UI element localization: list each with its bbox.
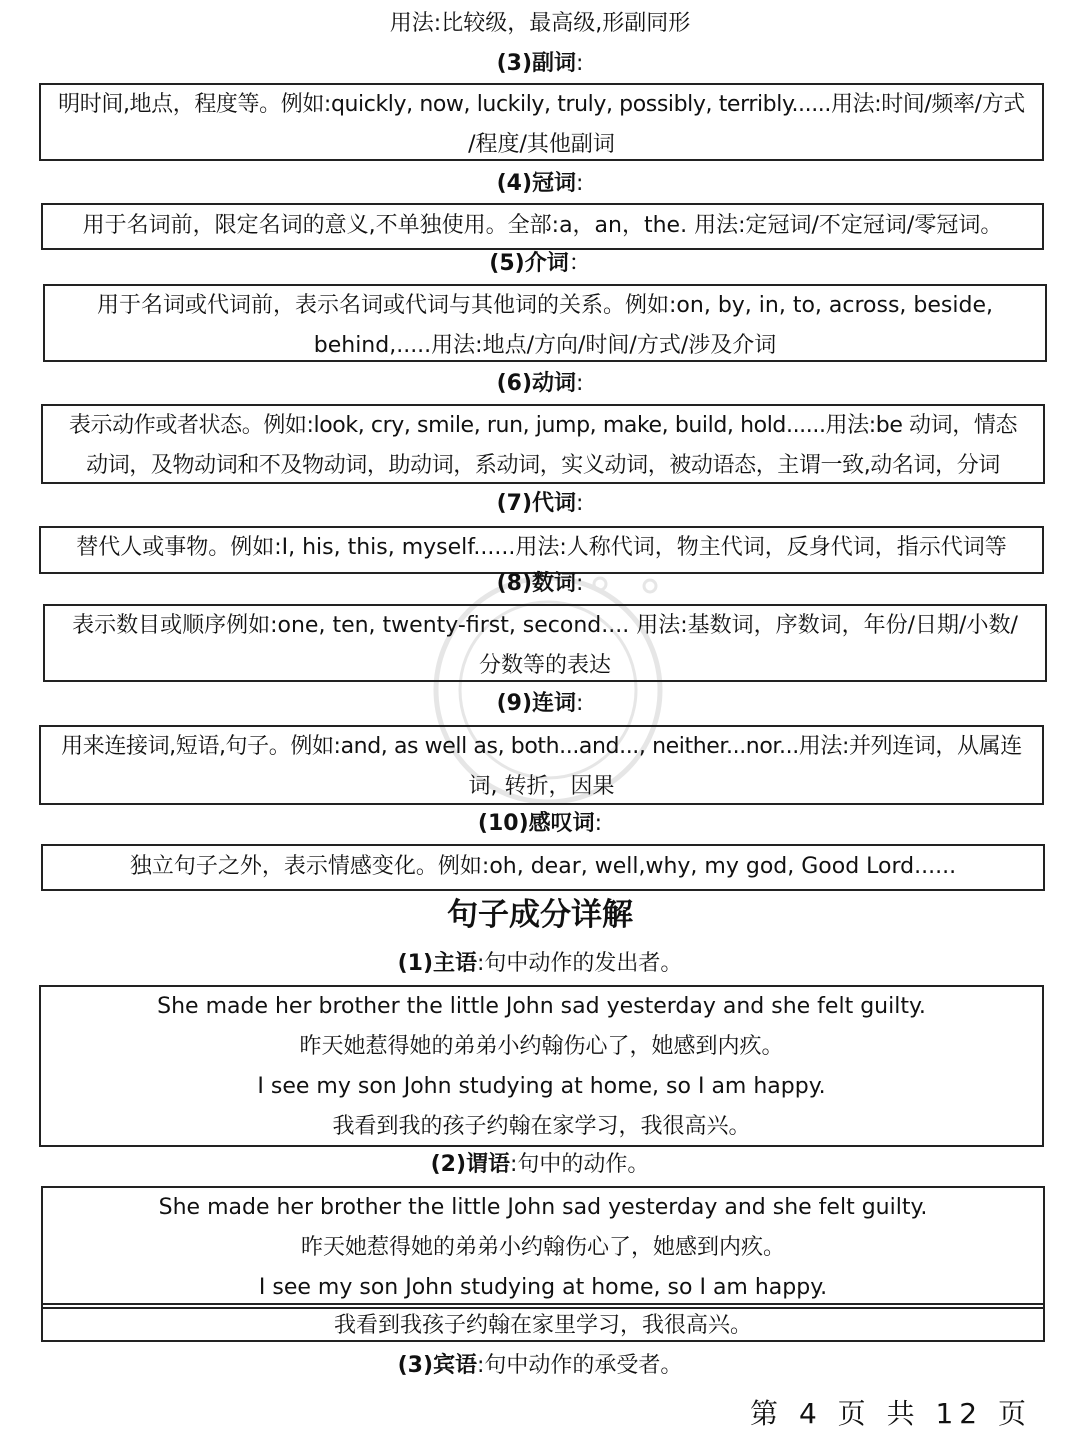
usage-line: 用法:比较级，最高级,形副同形	[389, 11, 691, 36]
page-number: 第 4 页 共 12 页	[750, 1397, 1032, 1430]
numeral-line-1: 表示数目或顺序例如:one, ten, twenty-first, second.... 用法:基数词，序数词，年份/日期/小数/	[72, 613, 1018, 638]
verb-box	[41, 404, 1045, 484]
heading-desc: :句中动作的承受者。	[477, 1353, 683, 1378]
heading-suffix: :	[594, 811, 603, 836]
heading-article	[0, 164, 1080, 204]
adverb-line-1: 明时间,地点，程度等。例如:quickly, now, luckily, truly, possibly, terribly......用法:时间/频率/方式	[58, 92, 1025, 117]
heading-suffix: :	[576, 691, 584, 716]
subject-example-box	[39, 985, 1044, 1147]
subject-example-line-3: I see my son John studying at home, so I am happy.	[257, 1074, 826, 1099]
heading-label: (3)副词	[496, 51, 576, 76]
heading-predicate	[0, 1145, 1080, 1185]
heading-label: (5)介词	[489, 251, 569, 276]
heading-suffix: :	[576, 491, 584, 516]
section-title: 句子成分详解	[447, 897, 633, 933]
heading-label: (6)动词	[496, 371, 576, 396]
preposition-box	[43, 284, 1047, 362]
heading-subject	[0, 944, 1080, 984]
heading-label: (9)连词	[496, 691, 576, 716]
numeral-line-2: 分数等的表达	[478, 653, 611, 678]
interjection-line-1: 独立句子之外，表示情感变化。例如:oh, dear, well,why, my god, Good Lord......	[129, 854, 957, 879]
row-divider	[43, 1303, 1043, 1305]
interjection-box	[41, 844, 1045, 891]
predicate-example-line-2: 昨天她惹得她的弟弟小约翰伤心了，她感到内疚。	[300, 1235, 785, 1260]
conjunction-line-1: 用来连接词,短语,句子。例如:and, as well as, both...and..., neither...nor...用法:并列连词，从属连	[61, 734, 1022, 759]
article-line-1: 用于名词前，限定名词的意义,不单独使用。全部:a，an，the. 用法:定冠词/不定冠词/零冠词。	[82, 213, 1003, 238]
heading-suffix: :	[576, 171, 584, 196]
heading-conjunction	[0, 684, 1080, 724]
row-divider	[43, 1307, 1043, 1309]
heading-label: (7)代词	[496, 491, 576, 516]
adverb-box	[39, 83, 1044, 161]
heading-label: (8)数词	[496, 571, 576, 596]
conjunction-line-2: 词, 转折，因果	[468, 774, 615, 799]
heading-pronoun	[0, 484, 1080, 524]
heading-suffix: :	[576, 51, 584, 76]
predicate-example-line-3: I see my son John studying at home, so I am happy.	[258, 1275, 828, 1300]
heading-verb	[0, 364, 1080, 404]
conjunction-box	[39, 725, 1044, 805]
heading-preposition	[0, 244, 1080, 284]
heading-label: (3)宾语	[397, 1353, 477, 1378]
heading-adverb	[0, 44, 1080, 84]
predicate-example-box	[41, 1186, 1045, 1342]
heading-interjection	[0, 804, 1080, 844]
heading-label: (2)谓语	[430, 1152, 510, 1177]
verb-line-2: 动词，及物动词和不及物动词，助动词，系动词，实义动词，被动语态，主谓一致,动名词，分词	[86, 453, 1000, 478]
heading-numeral	[0, 564, 1080, 604]
heading-suffix: ：	[568, 251, 591, 276]
verb-line-1: 表示动作或者状态。例如:look, cry, smile, run, jump, make, build, hold......用法:be 动词，情态	[68, 413, 1018, 438]
subject-example-line-4: 我看到我的孩子约翰在家学习，我很高兴。	[332, 1114, 751, 1139]
pronoun-line-1: 替代人或事物。例如:I, his, this, myself......用法:人称代词，物主代词，反身代词，指示代词等	[76, 535, 1007, 560]
subject-example-line-1: She made her brother the little John sad yesterday and she felt guilty.	[157, 994, 926, 1019]
heading-label: (10)感叹词	[477, 811, 595, 836]
heading-object	[0, 1346, 1080, 1386]
numeral-box	[43, 604, 1047, 682]
article-box	[41, 203, 1044, 250]
heading-label: (1)主语	[397, 951, 477, 976]
preposition-line-2: behind,.....用法:地点/方向/时间/方式/涉及介词	[313, 333, 777, 358]
heading-label: (4)冠词	[496, 171, 576, 196]
preposition-line-1: 用于名词或代词前，表示名词或代词与其他词的关系。例如:on, by, in, to, across, beside,	[97, 293, 993, 318]
subject-example-line-2: 昨天她惹得她的弟弟小约翰伤心了，她感到内疚。	[299, 1034, 784, 1059]
heading-suffix: :	[576, 571, 584, 596]
heading-desc: :句中的动作。	[510, 1152, 650, 1177]
adverb-line-2: /程度/其他副词	[468, 132, 615, 157]
predicate-example-line-1: She made her brother the little John sad yesterday and she felt guilty.	[158, 1195, 928, 1220]
predicate-example-line-4: 我看到我孩子约翰在家里学习，我很高兴。	[333, 1313, 752, 1338]
heading-desc: :句中动作的发出者。	[477, 951, 683, 976]
heading-suffix: :	[576, 371, 584, 396]
